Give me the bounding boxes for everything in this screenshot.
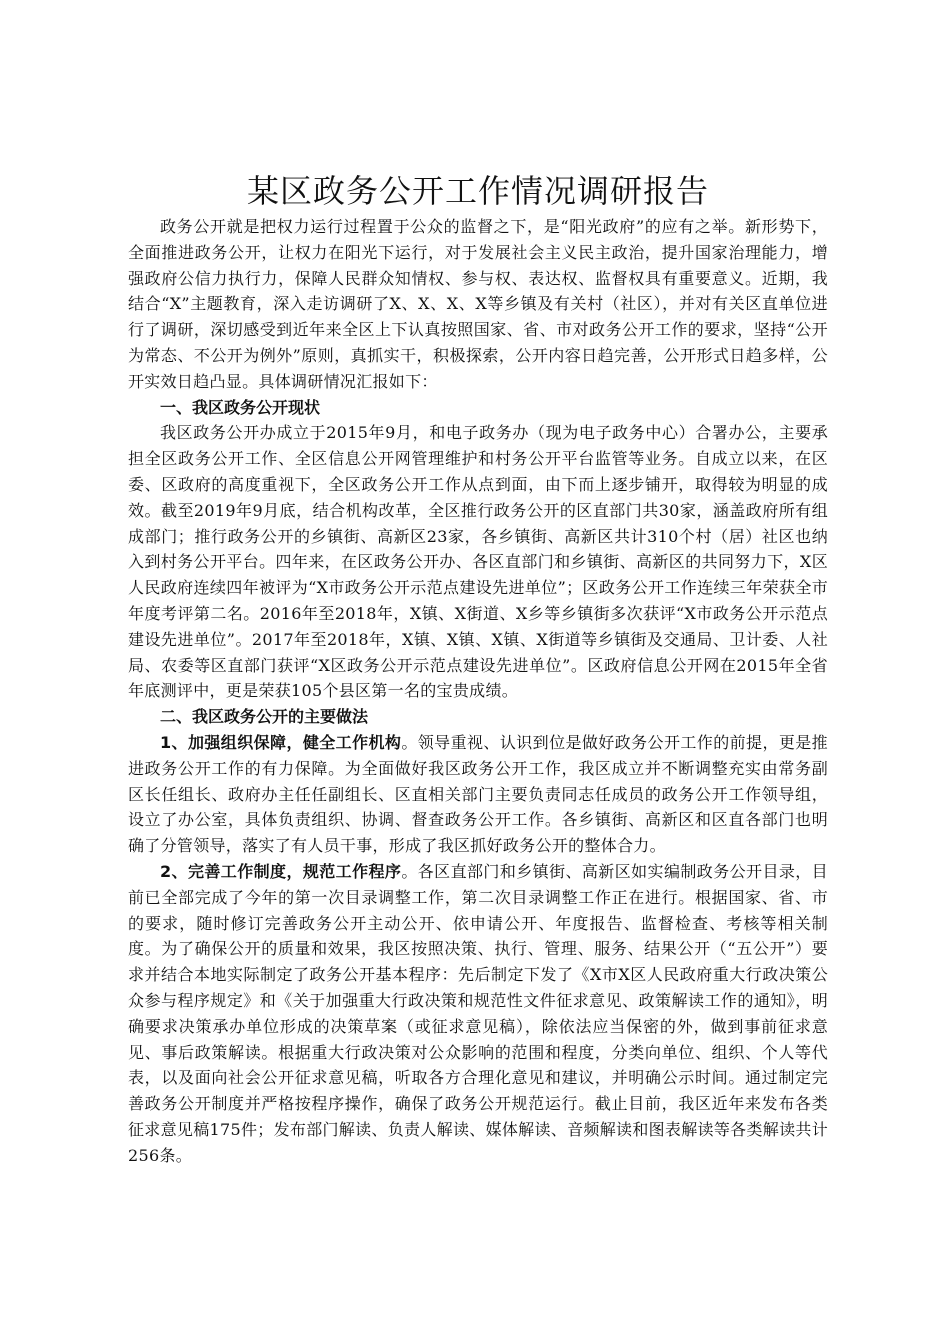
section-1-paragraph: 我区政务公开办成立于2015年9月，和电子政务办（现为电子政务中心）合署办公，主要承担全区政务公开工作、全区信息公开网管理维护和村务公开平台监管等业务。自成立以来，在区委、区政府的高度重视下，全区政务公开工作从点到面，由下而上逐步铺开，取得较为明显的成效。截至2019年9月底，结合机构改革，全区推行政务公开的区直部门共30家，涵盖政府所有组成部门；推行政务公开的乡镇街、高新区23家，各乡镇街、高新区共计310个村（居）社区也纳入到村务公开平台。四年来，在区政务公开办、各区直部门和乡镇街、高新区的共同努力下，X区人民政府连续四年被评为“X市政务公开示范点建设先进单位”；区政务公开工作连续三年荣获全市年度考评第二名。2016年至2018年，X镇、X街道、X乡等乡镇街多次获评“X市政务公开示范点建设先进单位”。2017年至2018年，X镇、X镇、X镇、X街道等乡镇街及交通局、卫计委、人社局、农委等区直部门获评“X区政务公开示范点建设先进单位”。区政府信息公开网在2015年全省年底测评中，更是荣获105个县区第一名的宝贵成绩。 [128,423,828,701]
item-1-lead: 1、加强组织保障，健全工作机构 [160,732,402,752]
section-2-item-1 [128,730,828,859]
intro-paragraph: 政务公开就是把权力运行过程置于公众的监督之下，是“阳光政府”的应有之举。新形势下，全面推进政务公开，让权力在阳光下运行，对于发展社会主义民主政治，提升国家治理能力，增强政府公信力执行力，保障人民群众知情权、参与权、表达权、监督权具有重要意义。近期，我结合“X”主题教育，深入走访调研了X、X、X、X等乡镇及有关村（社区），并对有关区直单位进行了调研，深切感受到近年来全区上下认真按照国家、省、市对政务公开工作的要求，坚持“公开为常态、不公开为例外”原则，真抓实干，积极探索，公开内容日趋完善，公开形式日趋多样，公开实效日趋凸显。具体调研情况汇报如下： [128,217,828,391]
section-2-item-2 [128,859,828,1169]
document-title: 某区政务公开工作情况调研报告 [246,172,709,210]
section-2-heading: 二、我区政务公开的主要做法 [160,707,369,727]
section-1-heading: 一、我区政务公开现状 [160,397,321,417]
item-2-lead: 2、完善工作制度，规范工作程序 [160,861,402,881]
document-body [128,170,828,1168]
item-1-body: 。领导重视、认识到位是做好政务公开工作的前提，更是推进政务公开工作的有力保障。为全面做好我区政务公开工作，我区成立并不断调整充实由常务副区长任组长、政府办主任任副组长、区直相关部门主要负责同志任成员的政务公开工作领导组，设立了办公室，具体负责组织、协调、督查政务公开工作。各乡镇街、高新区和区直各部门也明确了分管领导，落实了有人员干事，形成了我区抓好政务公开的整体合力。 [128,732,828,856]
item-2-body: 。各区直部门和乡镇街、高新区如实编制政务公开目录，目前已全部完成了今年的第一次目录调整工作，第二次目录调整工作正在进行。根据国家、省、市的要求，随时修订完善政务公开主动公开、依申请公开、年度报告、监督检查、考核等相关制度。为了确保公开的质量和效果，我区按照决策、执行、管理、服务、结果公开（“五公开”）要求并结合本地实际制定了政务公开基本程序：先后制定下发了《X市X区人民政府重大行政决策公众参与程序规定》和《关于加强重大行政决策和规范性文件征求意见、政策解读工作的通知》，明确要求决策承办单位形成的决策草案（或征求意见稿），除依法应当保密的外，做到事前征求意见、事后政策解读。根据重大行政决策对公众影响的范围和程度，分类向单位、组织、个人等代表，以及面向社会公开征求意见稿，听取各方合理化意见和建议，并明确公示时间。通过制定完善政务公开制度并严格按程序操作，确保了政务公开规范运行。截止目前，我区近年来发布各类征求意见稿175件；发布部门解读、负责人解读、媒体解读、音频解读和图表解读等各类解读共计256条。 [128,861,828,1165]
